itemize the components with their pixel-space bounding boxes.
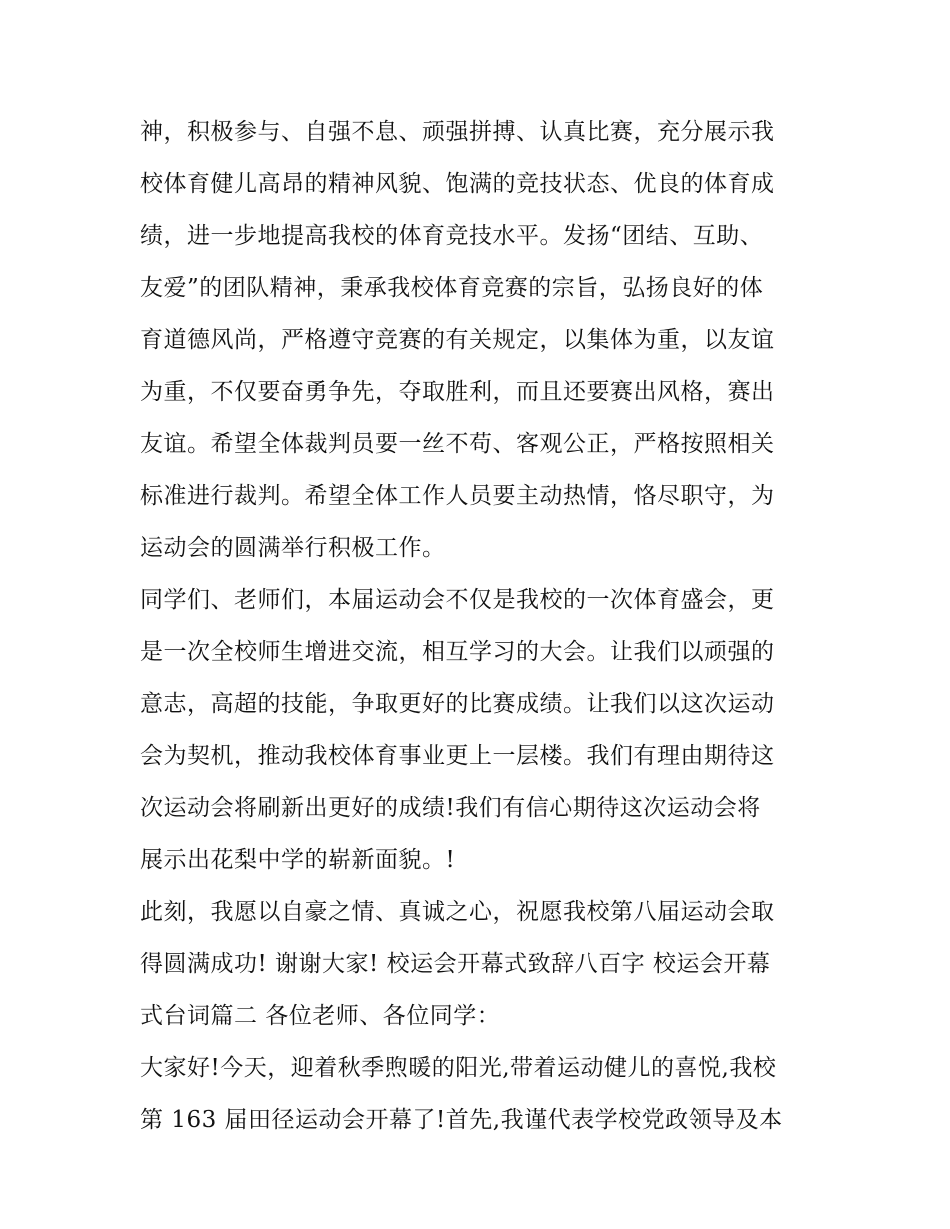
text-line: 友爱”的团队精神，秉承我校体育竞赛的宗旨，弘扬良好的体: [140, 275, 764, 301]
text-line: 校体育健儿高昂的精神风貌、饱满的竞技状态、优良的体育成: [140, 171, 775, 197]
text-line: 此刻，我愿以自豪之情、真诚之心，祝愿我校第八届运动会取: [140, 899, 775, 925]
text-line: 会为契机，推动我校体育事业更上一层楼。我们有理由期待这: [140, 743, 775, 769]
text-line: 同学们、老师们，本届运动会不仅是我校的一次体育盛会，更: [140, 587, 775, 613]
text-line: 第 163 届田径运动会开幕了!首先,我谨代表学校党政领导及本: [140, 1107, 783, 1133]
text-line: 绩，进一步地提高我校的体育竞技水平。发扬“团结、互助、: [140, 223, 764, 249]
text-line: 大家好!今天，迎着秋季煦暖的阳光,带着运动健儿的喜悦,我校: [140, 1055, 777, 1081]
text-line: 得圆满成功! 谢谢大家! 校运会开幕式致辞八百字 校运会开幕: [140, 951, 771, 977]
document-body: [140, 106, 820, 1146]
text-line: 意志，高超的技能，争取更好的比赛成绩。让我们以这次运动: [140, 691, 775, 717]
text-line: 是一次全校师生增进交流，相互学习的大会。让我们以顽强的: [140, 639, 775, 665]
text-line: 标准进行裁判。希望全体工作人员要主动热情，恪尽职守，为: [140, 483, 775, 509]
text-line: 运动会的圆满举行积极工作。: [140, 535, 446, 561]
text-line: 育道德风尚，严格遵守竞赛的有关规定，以集体为重，以友谊: [140, 327, 775, 353]
text-line: 友谊。希望全体裁判员要一丝不苟、客观公正，严格按照相关: [140, 431, 775, 457]
text-line: 神，积极参与、自强不息、顽强拼搏、认真比赛，充分展示我: [140, 119, 775, 145]
text-line: 式台词篇二 各位老师、各位同学：: [140, 1003, 501, 1029]
text-line: 次运动会将刷新出更好的成绩!我们有信心期待这次运动会将: [140, 795, 761, 821]
text-line: 展示出花梨中学的崭新面貌。!: [140, 847, 456, 873]
text-line: 为重，不仅要奋勇争先，夺取胜利，而且还要赛出风格，赛出: [140, 379, 775, 405]
